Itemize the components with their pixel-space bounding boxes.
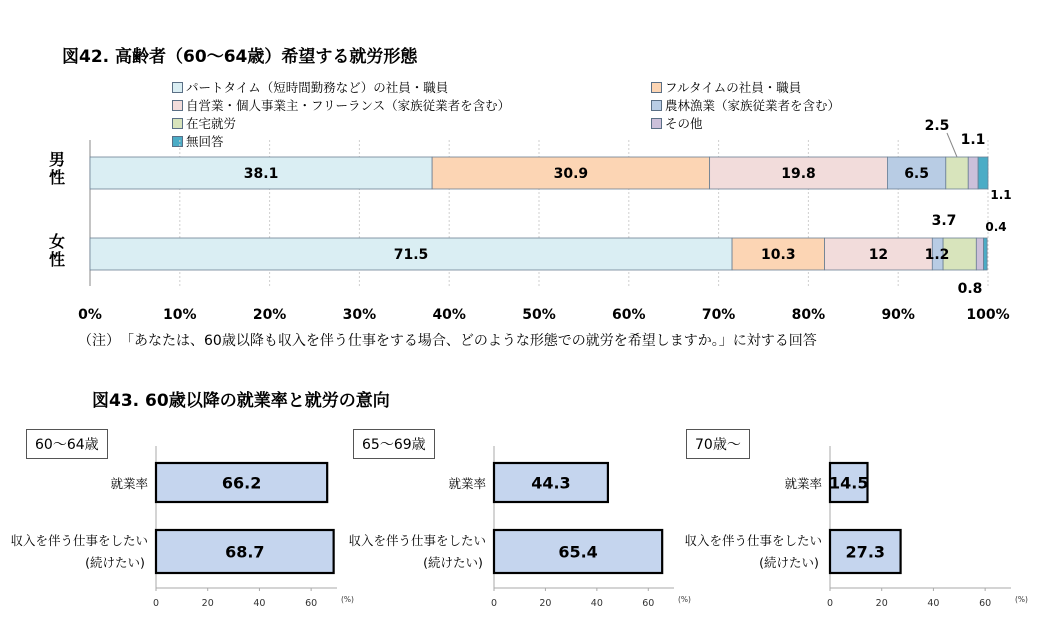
panel-label-65-69: 65～69歳 [353, 429, 435, 459]
x-tick-label: 0 [152, 598, 160, 609]
x-tick-label: 40 [590, 598, 603, 609]
x-tick-label: 40 [253, 598, 266, 609]
x-axis-unit: (%) [341, 595, 354, 604]
x-tick-label: 10% [163, 307, 197, 323]
x-tick-label: 20 [875, 598, 888, 609]
data-label: 0.4 [985, 220, 1007, 234]
category-label: (続けたい) [423, 555, 483, 570]
fig42-note: （注） 「あなたは、60歳以降も収入を伴う仕事をする場合、どのような形態での就労を希望しますか。」に対する回答 [78, 333, 817, 349]
data-label: 1.2 [924, 247, 950, 263]
legend-label: その他 [665, 116, 703, 131]
x-tick-label: 60 [642, 598, 655, 609]
data-label: 71.5 [393, 247, 429, 263]
category-label: 収入を伴う仕事をしたい [684, 533, 822, 548]
data-label: 44.3 [531, 473, 571, 493]
data-label: 66.2 [221, 473, 262, 493]
x-tick-label: 50% [522, 307, 556, 323]
x-tick-label: 40% [432, 307, 466, 323]
x-tick-label: 0% [78, 307, 102, 323]
legend-label: フルタイムの社員・職員 [665, 80, 802, 95]
data-label: 14.5 [829, 473, 869, 493]
x-tick-label: 20 [201, 598, 214, 609]
category-label: 収入を伴う仕事をしたい [348, 533, 486, 548]
x-tick-label: 60 [305, 598, 318, 609]
fig42-title: 図42. 高齢者（60～64歳）希望する就労形態 [62, 47, 418, 67]
data-label: 1.1 [960, 132, 986, 148]
x-axis-unit: (%) [1015, 595, 1028, 604]
x-tick-label: 60% [612, 307, 646, 323]
panel-label-70-plus: 70歳～ [686, 429, 750, 459]
data-label: 10.3 [761, 247, 796, 263]
data-label: 1.1 [990, 188, 1012, 202]
category-label: 就業率 [110, 476, 148, 491]
data-label: 6.5 [904, 166, 930, 182]
x-tick-label: 0 [826, 598, 834, 609]
category-label: 男性 [48, 150, 66, 187]
x-tick-label: 20 [539, 598, 552, 609]
panel-label-60-64: 60～64歳 [26, 429, 108, 459]
data-label: 27.3 [845, 542, 886, 562]
category-label: 収入を伴う仕事をしたい [10, 533, 148, 548]
x-tick-label: 90% [881, 307, 915, 323]
category-label: 女性 [48, 232, 66, 269]
category-label: 就業率 [784, 476, 822, 491]
data-label: 38.1 [243, 166, 279, 182]
category-label: (続けたい) [85, 555, 145, 570]
data-label: 2.5 [924, 118, 950, 134]
legend-label: 在宅就労 [186, 116, 237, 131]
data-label: 65.4 [558, 542, 598, 562]
x-axis-unit: (%) [678, 595, 691, 604]
category-label: (続けたい) [759, 555, 819, 570]
x-tick-label: 20% [252, 307, 287, 323]
legend-label: 無回答 [186, 134, 224, 149]
x-tick-label: 80% [791, 307, 826, 323]
legend-label: 自営業・個人事業主・フリーランス（家族従業者を含む） [186, 98, 511, 113]
legend-label: パートタイム（短時間勤務など）の社員・職員 [186, 80, 449, 95]
data-label: 19.8 [781, 166, 816, 182]
data-label: 3.7 [931, 213, 957, 229]
data-label: 0.8 [957, 281, 983, 297]
x-tick-label: 60 [979, 598, 992, 609]
x-tick-label: 30% [342, 307, 377, 323]
x-tick-label: 100% [966, 307, 1010, 323]
x-tick-label: 70% [701, 307, 736, 323]
legend-label: 農林漁業（家族従業者を含む） [665, 98, 841, 113]
category-label: 就業率 [448, 476, 486, 491]
data-label: 68.7 [225, 542, 265, 562]
x-tick-label: 40 [927, 598, 940, 609]
x-tick-label: 0 [490, 598, 498, 609]
data-label: 30.9 [553, 166, 589, 182]
data-label: 12 [868, 247, 889, 263]
fig43-title: 図43. 60歳以降の就業率と就労の意向 [92, 391, 390, 411]
